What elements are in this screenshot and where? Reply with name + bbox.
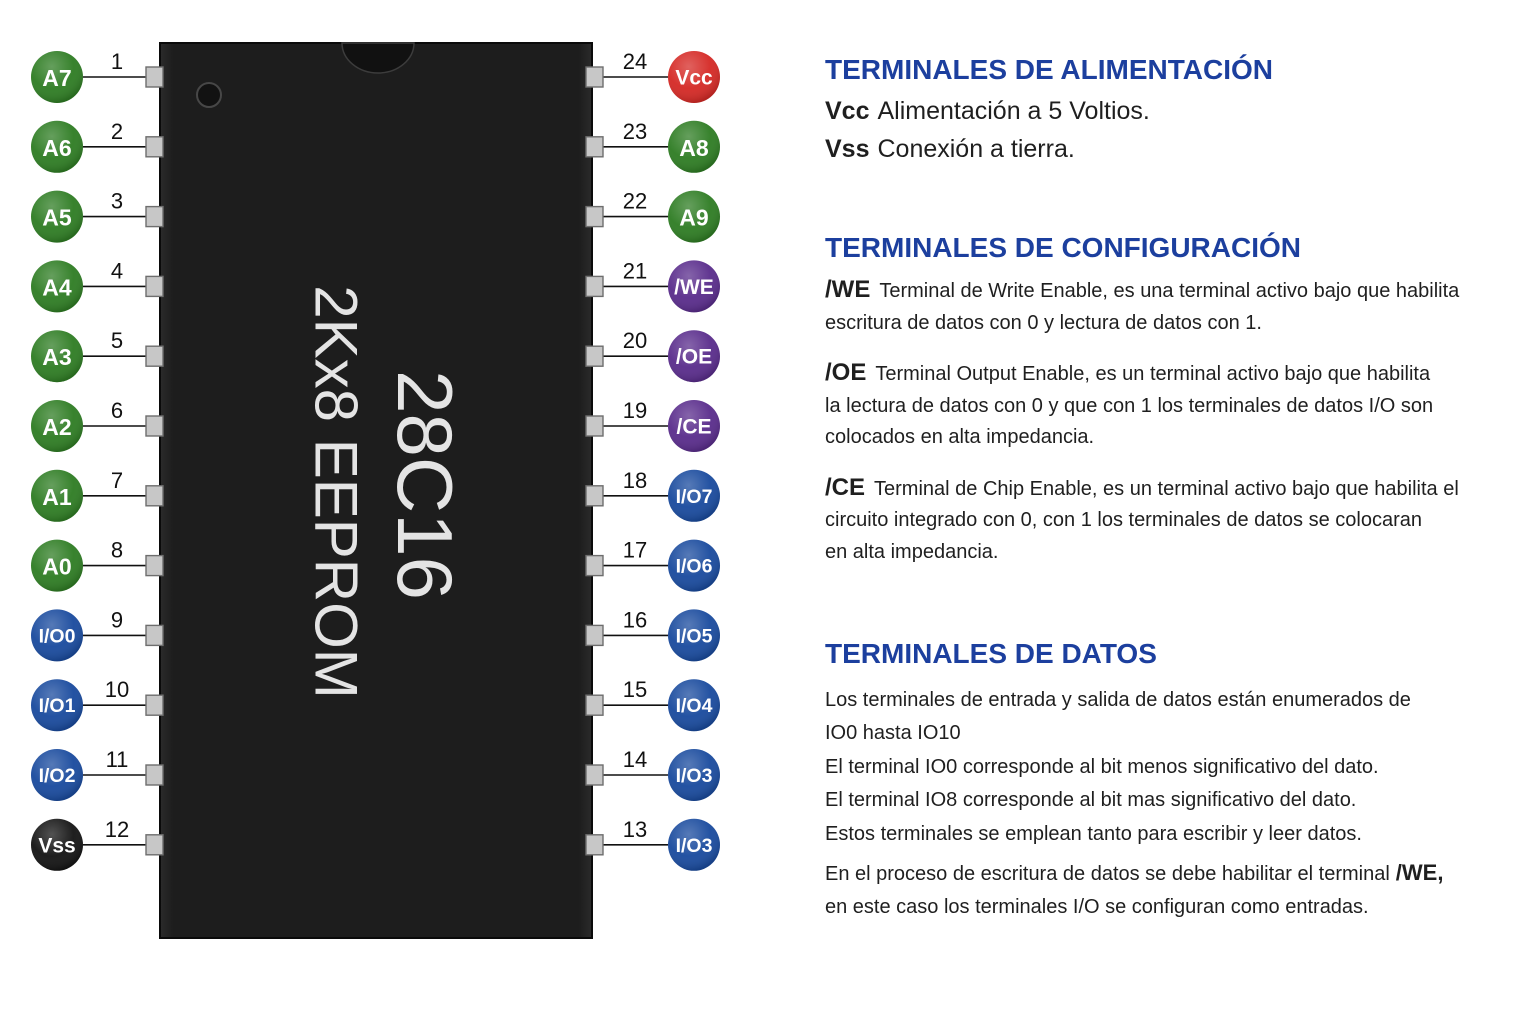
- term-description: Conexión a tierra.: [877, 135, 1075, 163]
- pin-number: 18: [622, 467, 648, 493]
- pinout-diagram: [0, 0, 740, 1027]
- section-heading: TERMINALES DE CONFIGURACIÓN: [825, 232, 1301, 263]
- pin-3: [31, 189, 163, 243]
- term-label: /WE: [825, 276, 871, 303]
- pin-number: 1: [110, 49, 124, 74]
- chip-body: [160, 43, 592, 938]
- description-line: [825, 858, 1515, 891]
- section-configuration: [825, 231, 1515, 568]
- pin-leg: [146, 556, 163, 576]
- pin-label: A8: [679, 134, 709, 161]
- config-item-ce: [825, 474, 1515, 569]
- pin-2: [31, 119, 163, 173]
- pin-label: /WE: [674, 275, 714, 299]
- pin-leg: [586, 556, 603, 576]
- description-line: Los terminales de entrada y salida de datos están enumerados de: [825, 689, 1411, 711]
- pin-number: 17: [622, 537, 648, 563]
- power-item: [825, 92, 1515, 130]
- description-line: El terminal IO0 corresponde al bit menos significativo del dato.: [825, 755, 1379, 778]
- pin-number: 6: [110, 398, 124, 423]
- pin1-indicator: [197, 83, 221, 107]
- pin-20: [586, 328, 720, 382]
- section-data-terminals: [825, 637, 1515, 925]
- pin-number: 13: [622, 816, 648, 842]
- description-line: Estos terminales se emplean tanto para escribir y leer datos.: [825, 822, 1362, 845]
- pin-6: [31, 398, 163, 452]
- term-description: Alimentación a 5 Voltios.: [877, 97, 1150, 125]
- pin-number: 11: [105, 747, 129, 772]
- pin-number: 21: [622, 258, 648, 284]
- chip-part-number: 28C16: [381, 370, 469, 600]
- pin-leg: [586, 346, 603, 366]
- pin-leg: [586, 137, 603, 157]
- pin-21: [586, 258, 720, 312]
- pin-leg: [146, 695, 163, 715]
- pin-leg: [146, 207, 163, 227]
- pin-number: 10: [104, 677, 130, 703]
- pin-number: 2: [110, 118, 124, 144]
- pin-13: [586, 817, 720, 871]
- pin-number: 23: [622, 118, 648, 144]
- pin-label: I/O5: [675, 625, 713, 648]
- pin-number: 4: [110, 258, 124, 284]
- pin-number: 16: [622, 607, 648, 633]
- pin-12: [31, 817, 163, 871]
- pin-leg: [586, 765, 603, 785]
- pin-label: I/O3: [675, 834, 713, 857]
- power-item: [825, 130, 1515, 168]
- pin-label: I/O1: [38, 695, 76, 718]
- description-line: [825, 276, 1515, 308]
- pin-leg: [146, 835, 163, 855]
- description-line: colocados en alta impedancia.: [825, 426, 1095, 448]
- pin-10: [31, 677, 163, 731]
- term-label: /WE,: [1395, 860, 1444, 886]
- pin-14: [586, 747, 720, 801]
- term-label: /CE: [825, 473, 866, 501]
- pin-15: [586, 677, 720, 731]
- pin-17: [586, 538, 720, 592]
- pin-leg: [146, 765, 163, 785]
- config-item-oe: [825, 359, 1515, 454]
- pin-number: 8: [110, 537, 124, 563]
- pin-22: [586, 189, 720, 243]
- pin-leg: [146, 416, 163, 436]
- pin-8: [31, 538, 163, 592]
- pin-19: [586, 398, 720, 452]
- term-label: Vss: [825, 135, 870, 163]
- pin-leg: [146, 486, 163, 506]
- pin-leg: [586, 695, 603, 715]
- description-line: [825, 474, 1515, 506]
- pin-number: 3: [110, 188, 124, 214]
- pin-leg: [146, 67, 163, 87]
- pin-label: I/O0: [38, 625, 76, 648]
- description-line: [825, 359, 1515, 391]
- pin-number: 12: [104, 816, 130, 842]
- pin-label: I/O3: [675, 765, 713, 787]
- description-panel: [825, 0, 1515, 1027]
- pin-number: 22: [622, 188, 648, 214]
- pin-number: 7: [110, 467, 124, 493]
- pin-leg: [586, 486, 603, 506]
- pin-leg: [146, 276, 163, 296]
- pin-label: /CE: [676, 415, 712, 439]
- pin-label: Vcc: [675, 66, 713, 90]
- pin-16: [586, 607, 720, 661]
- pin-number: 14: [622, 747, 648, 772]
- pin-4: [31, 258, 163, 312]
- pin-label: A2: [42, 414, 72, 440]
- description-line: la lectura de datos con 0 y que con 1 los terminales de datos I/O son: [825, 394, 1434, 417]
- pin-label: /OE: [675, 345, 713, 369]
- line-text: Terminal Output Enable, es un terminal activo bajo que habilita: [875, 363, 1431, 385]
- pin-number: 5: [110, 328, 124, 354]
- pin-number: 20: [622, 328, 648, 354]
- config-item-we: [825, 276, 1515, 339]
- term-label: Vcc: [825, 97, 870, 125]
- pin-11: [31, 747, 163, 801]
- pin-1: [31, 49, 163, 103]
- pin-leg: [146, 625, 163, 645]
- pin-label: A6: [42, 134, 72, 161]
- pin-label: I/O7: [675, 485, 713, 508]
- pin-label: I/O4: [675, 695, 713, 718]
- pin-label: A1: [42, 483, 72, 510]
- pin-leg: [586, 416, 603, 436]
- term-label: /OE: [825, 359, 867, 386]
- section-power: [825, 53, 1515, 168]
- pin-leg: [586, 625, 603, 645]
- description-line: en alta impedancia.: [825, 540, 999, 563]
- pin-leg: [586, 207, 603, 227]
- pin-number: 24: [622, 49, 648, 74]
- description-line: IO0 hasta IO10: [825, 722, 961, 745]
- line-text: Terminal de Write Enable, es una terminal activo bajo que habilita: [879, 280, 1460, 302]
- pin-label: I/O6: [675, 555, 713, 578]
- pin-24: [586, 49, 720, 103]
- chip-description: 2Kx8 EEPROM: [302, 285, 370, 699]
- description-line: en este caso los terminales I/O se configuran como entradas.: [825, 896, 1369, 919]
- pin-label: A9: [679, 204, 709, 231]
- pin-number: 9: [110, 607, 124, 633]
- line-text: En el proceso de escritura de datos se debe habilitar el terminal: [825, 863, 1390, 886]
- pin-label: A5: [42, 204, 72, 231]
- description-line: escritura de datos con 0 y lectura de datos con 1.: [825, 311, 1262, 334]
- description-line: El terminal IO8 corresponde al bit mas significativo del dato.: [825, 789, 1357, 812]
- pin-label: A4: [42, 274, 72, 301]
- data-description: [825, 684, 1515, 851]
- pin-leg: [586, 276, 603, 296]
- pin-label: I/O2: [38, 765, 76, 787]
- power-list: [825, 92, 1515, 168]
- line-text: Terminal de Chip Enable, es un terminal activo bajo que habilita el: [874, 477, 1459, 500]
- pin-7: [31, 468, 163, 522]
- pin-9: [31, 607, 163, 661]
- pin-18: [586, 468, 720, 522]
- section-heading: TERMINALES DE ALIMENTACIÓN: [825, 54, 1273, 85]
- pin-leg: [146, 137, 163, 157]
- pin-label: A7: [42, 65, 72, 91]
- pin-number: 15: [622, 677, 648, 703]
- pin-leg: [586, 835, 603, 855]
- pin-5: [31, 328, 163, 382]
- pin-23: [586, 119, 720, 173]
- pin-label: Vss: [38, 834, 76, 858]
- write-note: [825, 858, 1515, 925]
- pin-label: A3: [42, 344, 72, 371]
- pin-leg: [586, 67, 603, 87]
- pin-leg: [146, 346, 163, 366]
- pin-number: 19: [622, 398, 648, 423]
- pin-label: A0: [42, 553, 72, 580]
- section-heading: TERMINALES DE DATOS: [825, 638, 1157, 669]
- description-line: circuito integrado con 0, con 1 los terminales de datos se colocaran: [825, 509, 1423, 531]
